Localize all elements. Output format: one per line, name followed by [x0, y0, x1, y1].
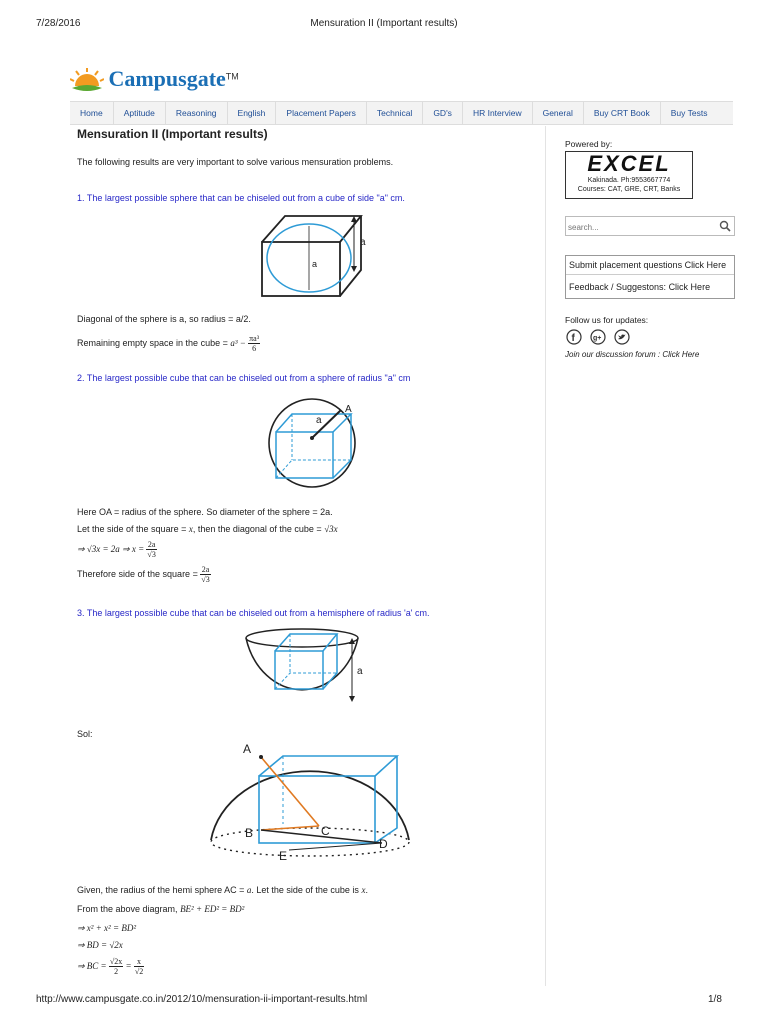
s2-line4: Therefore side of the square = $\frac{2a}{√3}$: [77, 565, 210, 584]
fig2-label-a: a: [316, 415, 322, 426]
print-page: 1/8: [708, 994, 722, 1005]
s1-line1: Diagonal of the sphere is a, so radius = a/2.: [77, 314, 251, 324]
main-nav: [70, 101, 733, 125]
social-icons: [566, 329, 630, 345]
svg-text:f: f: [571, 333, 575, 344]
cube-in-sphere-figure: [266, 396, 366, 496]
follow-label: Follow us for updates:: [565, 315, 649, 325]
sol-label: Sol:: [77, 729, 93, 739]
s3-from: From the above diagram, BE² + ED² = BD²: [77, 904, 245, 914]
facebook-icon[interactable]: [566, 329, 582, 345]
excel-line2: Courses: CAT, GRE, CRT, Banks: [577, 186, 681, 193]
section1-heading: 1. The largest possible sphere that can be chiseled out from a cube of side "a" cm.: [77, 193, 405, 203]
nav-buy-tests[interactable]: Buy Tests: [670, 108, 708, 118]
excel-brand: EXCEL: [587, 151, 671, 176]
s2-line3: ⇒ √3x = 2a ⇒ x = $\frac{2a}{√3}$: [77, 540, 156, 559]
section3-heading: 3. The largest possible cube that can be chiseled out from a hemisphere of radius 'a' cm.: [77, 608, 430, 618]
fig3-label-a: a: [357, 666, 363, 677]
fig4-label-C: C: [321, 824, 330, 838]
site-logo[interactable]: [70, 66, 239, 96]
s3-eq3: ⇒ BC = $\frac{√2x}{2}$ = $\frac{x}{√2}$: [77, 957, 144, 976]
fig4-label-A: A: [243, 742, 252, 756]
twitter-icon[interactable]: [614, 329, 630, 345]
section2-heading: 2. The largest possible cube that can be chiseled out from a sphere of radius "a" cm: [77, 373, 411, 383]
s3-eq1: ⇒ x² + x² = BD²: [77, 923, 137, 933]
nav-technical[interactable]: Technical: [367, 102, 423, 124]
nav-home[interactable]: Home: [70, 102, 114, 124]
google-plus-icon[interactable]: [590, 329, 606, 345]
feedback-link[interactable]: Feedback / Suggestons: Click Here: [569, 282, 711, 292]
sidebar-divider: [545, 126, 546, 986]
print-url: http://www.campusgate.co.in/2012/10/mensuration-ii-important-results.html: [36, 994, 368, 1005]
page-title: Mensuration II (Important results): [77, 127, 268, 141]
logo-text: Campusgate: [108, 66, 226, 91]
nav-hr-interview[interactable]: HR Interview: [463, 102, 533, 124]
intro-text: The following results are very important to solve various mensuration problems.: [77, 157, 394, 167]
hemisphere-solution-figure: [205, 740, 415, 862]
nav-placement-papers[interactable]: Placement Papers: [276, 102, 366, 124]
fig2-label-A: A: [345, 404, 352, 415]
svg-text:g+: g+: [593, 335, 602, 342]
nav-english[interactable]: English: [228, 102, 277, 124]
excel-line1: Kakinada. Ph:9553667774: [587, 177, 671, 184]
sun-logo-icon: [70, 68, 104, 96]
nav-aptitude[interactable]: Aptitude: [114, 102, 166, 124]
excel-ad[interactable]: [565, 151, 693, 199]
logo-tm: TM: [225, 71, 239, 82]
nav-gds[interactable]: GD's: [423, 102, 463, 124]
powered-by-label: Powered by:: [565, 139, 613, 149]
forum-link[interactable]: Join our discussion forum : Click Here: [565, 350, 700, 359]
s1-line2: Remaining empty space in the cube = a³ − $\frac{\text{πa³}}{6}$: [77, 334, 260, 353]
search-box: [565, 216, 735, 236]
sidebar-links-box: [565, 255, 735, 299]
search-icon[interactable]: [719, 220, 731, 232]
sphere-in-cube-figure: [255, 212, 380, 300]
search-input[interactable]: [566, 220, 710, 236]
print-date: 7/28/2016: [36, 18, 81, 29]
nav-reasoning[interactable]: Reasoning: [166, 102, 228, 124]
fig4-label-D: D: [379, 837, 388, 851]
s3-eq2: ⇒ BD = √2x: [77, 940, 123, 950]
fig1-label-a-side: a: [360, 237, 366, 248]
nav-buy-crt-book[interactable]: Buy CRT Book: [584, 102, 661, 124]
fig1-label-a-inner: a: [312, 259, 318, 269]
nav-general[interactable]: General: [533, 102, 584, 124]
s3-given: Given, the radius of the hemi sphere AC = a. Let the side of the cube is x.: [77, 885, 368, 895]
fig4-label-B: B: [245, 826, 254, 840]
s2-line2: Let the side of the square = x, then the diagonal of the cube = √3x: [77, 524, 338, 534]
print-title: Mensuration II (Important results): [310, 18, 458, 29]
submit-questions-link[interactable]: Submit placement questions Click Here: [566, 256, 734, 275]
fig4-label-E: E: [279, 849, 288, 862]
cube-in-hemisphere-figure: [240, 626, 370, 710]
s2-line1: Here OA = radius of the sphere. So diameter of the sphere = 2a.: [77, 507, 333, 517]
